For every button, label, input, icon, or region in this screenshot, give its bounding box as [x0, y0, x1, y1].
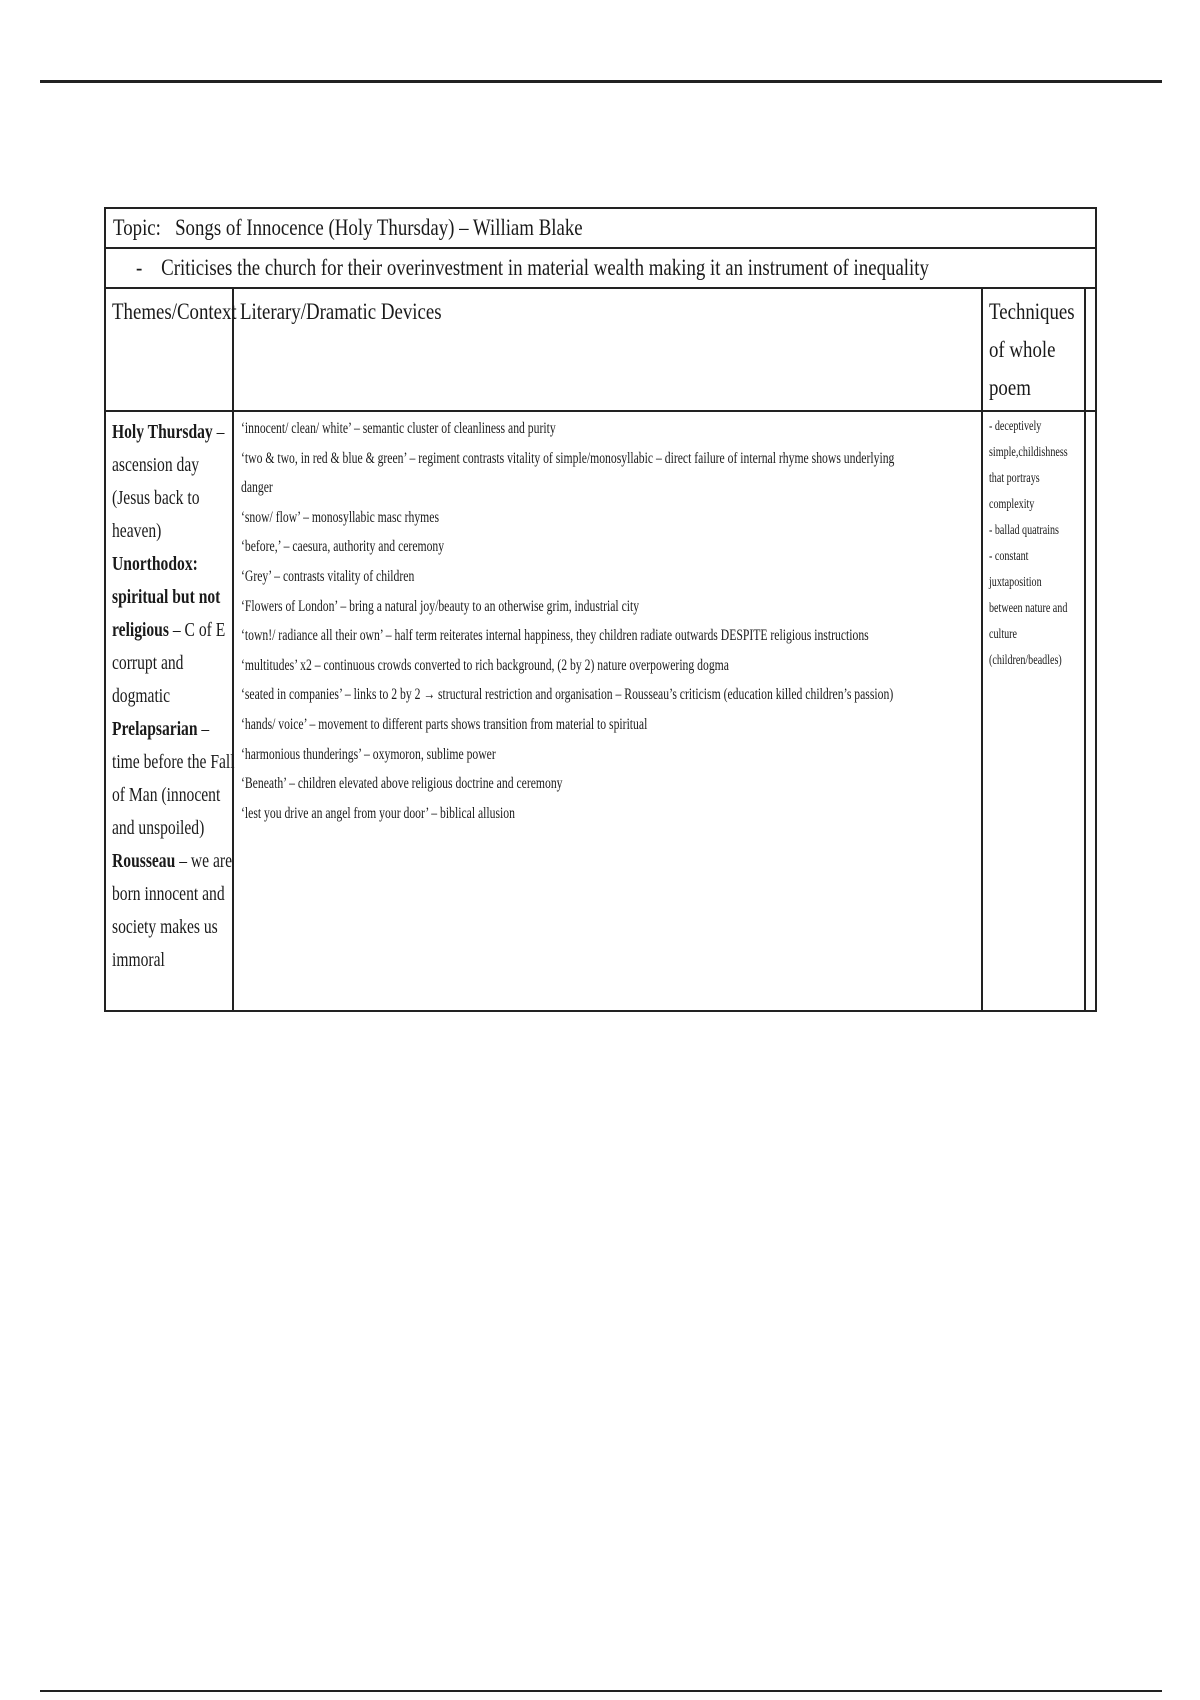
devices-header: Literary/Dramatic Devices — [234, 289, 983, 410]
technique-line: that portrays — [989, 471, 1040, 486]
technique-line: simple,childishness — [989, 445, 1068, 460]
empty-column-cell — [1086, 412, 1095, 1010]
techniques-header: Techniques of whole poem — [983, 289, 1086, 410]
summary-bullet: - — [136, 255, 143, 280]
empty-column-header — [1086, 289, 1095, 410]
prelapsarian-term: Prelapsarian — [112, 718, 198, 740]
technique-line: - constant — [989, 549, 1029, 564]
technique-line: complexity — [989, 497, 1035, 512]
device-line: ‘Beneath’ – children elevated above religious doctrine and ceremony — [241, 775, 563, 793]
device-line: ‘innocent/ clean/ white’ – semantic cluster of cleanliness and purity — [241, 420, 556, 437]
summary-sentence: Criticises the church for their overinvestment in material wealth making it an instrument of inequality — [161, 255, 929, 280]
footer-rule — [40, 1690, 1162, 1692]
technique-line: - deceptively — [989, 419, 1042, 434]
themes-header: Themes/Context — [106, 289, 234, 410]
header-row — [106, 289, 1095, 412]
device-line: ‘harmonious thunderings’ – oxymoron, sublime power — [241, 745, 496, 763]
techniques-cell — [983, 412, 1086, 1010]
topic-text — [113, 215, 583, 241]
device-line: ‘before,’ – caesura, authority and ceremony — [241, 538, 445, 556]
device-line: ‘lest you drive an angel from your door’ – biblical allusion — [241, 804, 515, 822]
device-line: ‘multitudes’ x2 – continuous crowds converted to rich background, (2 by 2) nature overpowering dogma — [241, 656, 729, 674]
device-line: ‘two & two, in red & blue & green’ – regiment contrasts vitality of simple/monosyllabic – direct failure of internal rhyme shows underlying — [241, 449, 895, 467]
device-line: ‘town!/ radiance all their own’ – half term reiterates internal happiness, they children radiate outwards DESPITE religious instructions — [241, 627, 869, 645]
device-line: danger — [241, 479, 273, 497]
device-line: ‘hands/ voice’ – movement to different parts shows transition from material to spiritual — [241, 715, 648, 733]
topic-row — [106, 209, 1095, 249]
topic-title: Songs of Innocence (Holy Thursday) – William Blake — [175, 215, 583, 240]
rousseau-term: Rousseau — [112, 850, 176, 872]
technique-line: between nature and — [989, 601, 1068, 616]
technique-line: culture — [989, 627, 1017, 642]
technique-line: (children/beadles) — [989, 653, 1062, 668]
devices-cell — [234, 412, 983, 1010]
content-row — [106, 412, 1095, 1010]
holy-thursday-term: Holy Thursday — [112, 421, 213, 443]
unorthodox-term: Unorthodox: — [112, 553, 198, 575]
device-line: ‘Grey’ – contrasts vitality of children — [241, 567, 415, 585]
topic-label: Topic: — [113, 215, 161, 240]
device-line: ‘seated in companies’ – links to 2 by 2 → structural restriction and organisation – Rousseau’s criticism (education killed children’s passion) — [241, 686, 894, 704]
themes-cell: Holy Thursday – ascension day (Jesus back to heaven) Unorthodox: spiritual but not religious – C of E corrupt and dogmatic Prelapsarian – time before the Fall of Man (innocent and unspoiled) Rousseau – we are born innocent and society makes us immoral — [106, 412, 234, 1010]
revision-table — [104, 207, 1097, 1012]
header-rule — [40, 80, 1162, 83]
device-line: ‘snow/ flow’ – monosyllabic masc rhymes — [241, 508, 439, 526]
summary-row — [106, 249, 1095, 289]
summary-text — [136, 255, 929, 281]
device-line: ‘Flowers of London’ – bring a natural joy/beauty to an otherwise grim, industrial city — [241, 597, 640, 615]
technique-line: juxtaposition — [989, 575, 1042, 590]
technique-line: - ballad quatrains — [989, 523, 1059, 538]
